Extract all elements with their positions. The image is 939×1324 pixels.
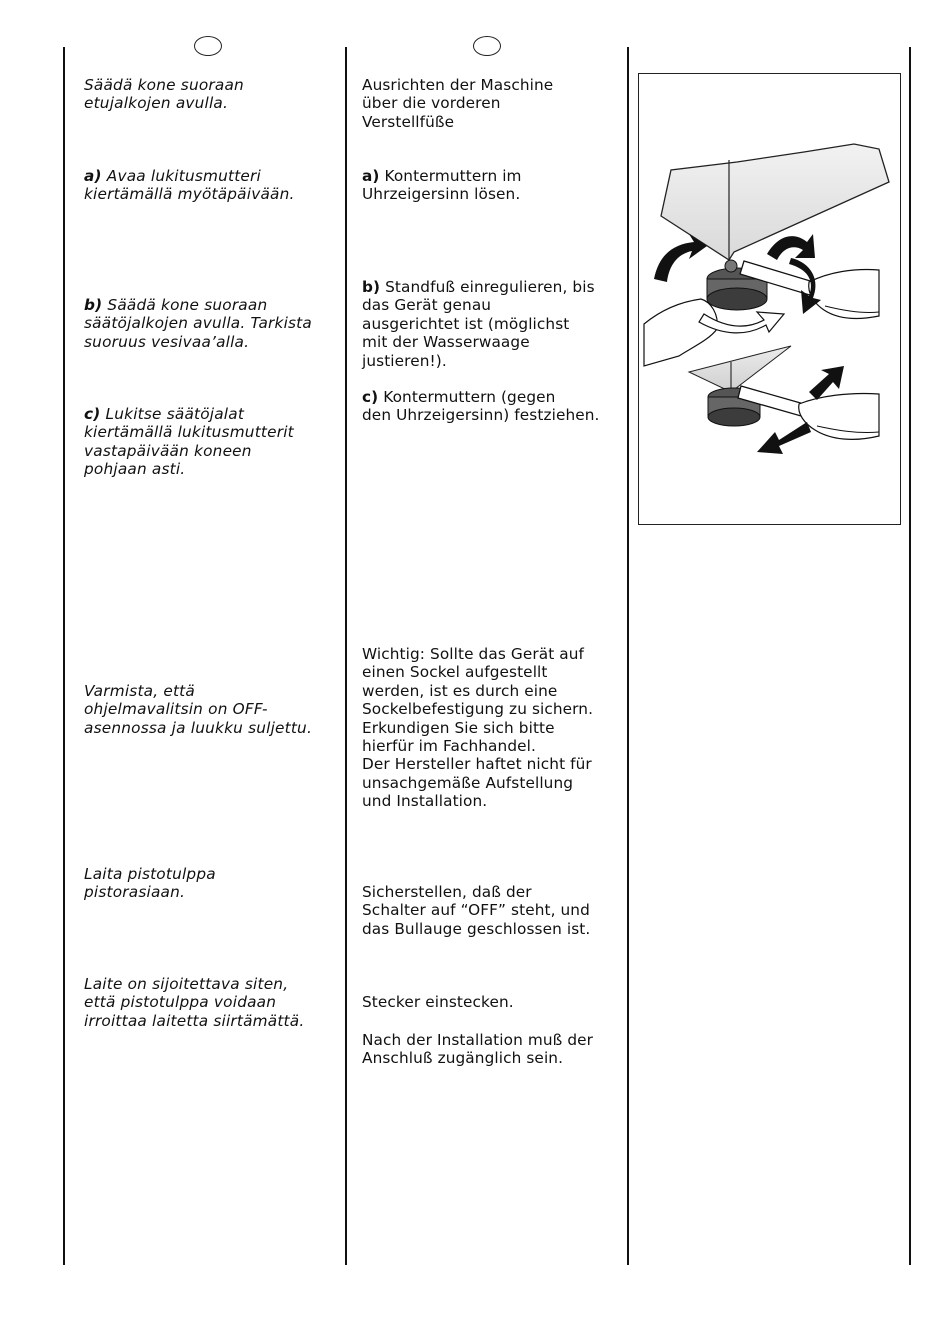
fi-step-c bbox=[84, 405, 336, 479]
de-step-b bbox=[362, 278, 624, 370]
language-badge-german bbox=[473, 36, 501, 56]
fi-plug-in: Laita pistotulppa pistorasiaan. bbox=[84, 865, 216, 902]
step-text: Lukitse säätöjalat kiertämällä lukitusmutterit vastapäivään koneen pohjaan asti. bbox=[84, 405, 294, 479]
column-rule-middle-2 bbox=[627, 47, 629, 1265]
step-text: Säädä kone suoraan säätöjalkojen avulla. Tarkista suoruus vesivaa’alla. bbox=[84, 296, 312, 351]
de-plug-access: Nach der Installation muß der Anschluß zugänglich sein. bbox=[362, 1031, 594, 1068]
step-label: c) bbox=[362, 388, 379, 406]
language-badge-finnish bbox=[194, 36, 222, 56]
fi-off-check: Varmista, että ohjelmavalitsin on OFF- asennossa ja luukku suljettu. bbox=[84, 682, 313, 737]
column-rule-left bbox=[63, 47, 65, 1265]
step-label: b) bbox=[362, 278, 381, 296]
de-step-a bbox=[362, 167, 624, 204]
de-off-check: Sicherstellen, daß der Schalter auf “OFF” steht, und das Bullauge geschlossen ist. bbox=[362, 883, 591, 938]
step-text: Standfuß einregulieren, bis das Gerät genau ausgerichtet ist (möglichst mit der Wasserwaage justieren!). bbox=[362, 278, 595, 370]
leveling-feet-illustration bbox=[638, 73, 901, 525]
de-important-note: Wichtig: Sollte das Gerät auf einen Sockel aufgestellt werden, ist es durch eine Sockelbefestigung zu sichern. Erkundigen Sie sich bitte hierfür im Fachhandel. Der Hersteller haftet nicht für unsachgemäße Aufstellung und Installation. bbox=[362, 645, 594, 811]
step-label: a) bbox=[84, 167, 102, 185]
upper-foot-scene bbox=[644, 144, 889, 366]
step-label: a) bbox=[362, 167, 380, 185]
de-step-c bbox=[362, 388, 624, 425]
de-leveling-intro: Ausrichten der Maschine über die vorderen Verstellfüße bbox=[362, 76, 554, 131]
fi-step-b bbox=[84, 296, 336, 351]
column-rule-right bbox=[909, 47, 911, 1265]
fi-step-a bbox=[84, 167, 336, 204]
step-text: Kontermuttern im Uhrzeigersinn lösen. bbox=[362, 167, 522, 204]
step-label: b) bbox=[84, 296, 103, 314]
column-rule-middle-1 bbox=[345, 47, 347, 1265]
step-label: c) bbox=[84, 405, 101, 423]
fi-plug-access: Laite on sijoitettava siten, että pistotulppa voidaan irroittaa laitetta siirtämättä. bbox=[84, 975, 305, 1030]
wrench-adjusting-feet-drawing bbox=[639, 74, 902, 526]
fi-leveling-intro: Säädä kone suoraan etujalkojen avulla. bbox=[84, 76, 244, 113]
step-text: Avaa lukitusmutteri kiertämällä myötäpäivään. bbox=[84, 167, 295, 204]
lower-foot-scene bbox=[689, 346, 879, 454]
step-text: Kontermuttern (gegen den Uhrzeigersinn) festziehen. bbox=[362, 388, 600, 425]
de-plug-in: Stecker einstecken. bbox=[362, 993, 514, 1011]
